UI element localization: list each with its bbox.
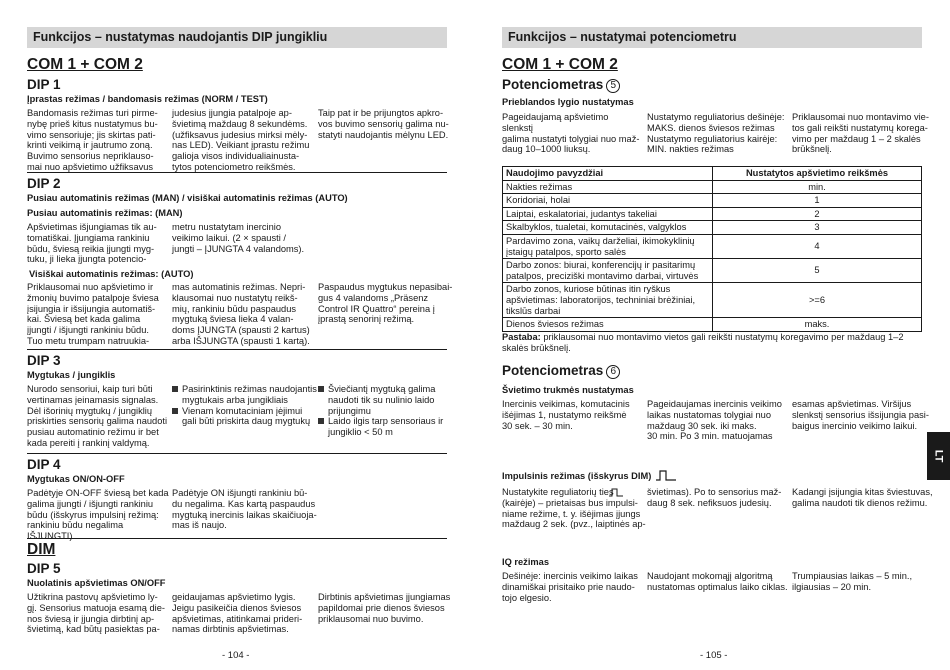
- impulse-text-col1: Nustatykite reguliatorių ties (kairėje) – prietaisas bus impulsi- niame režime, t. y. išėjimas įjungs maždaug 2 sek. (pvz., laiptinės ap-: [502, 487, 646, 530]
- language-tab: LT: [927, 432, 950, 480]
- dip5-title: DIP 5: [27, 561, 61, 576]
- right-page: [475, 0, 950, 670]
- dip2-man-heading: Pusiau automatinis režimas: (MAN): [27, 208, 183, 218]
- dim-title: DIM: [27, 541, 56, 558]
- dip1-text-col2: judesius įjungia patalpoje ap- švietimą maždaug 8 sekundėms. (užfiksavus judesius mirksi mėly- nas LED). Veikiant įprastu režimu galioja visos individualiainusta- tytos potenciometro reikšmės.: [172, 108, 310, 172]
- pot6-text-col1: Inercinis veikimas, komutacinis išėjimas 1, nustatymo reikšmė 30 sek. – 30 min.: [502, 399, 630, 431]
- iq-text-col1: Dešinėje: inercinis veikimo laikas dinamiškai prisitaiko prie naudo- tojo elgesio.: [502, 571, 638, 603]
- table-cell-value: >=6: [713, 283, 922, 318]
- divider: [27, 349, 447, 350]
- table-cell-value: maks.: [713, 318, 922, 332]
- pulse-icon: [655, 470, 677, 481]
- table-row: [503, 234, 922, 258]
- section-header: Funkcijos – nustatymai potenciometru: [502, 27, 922, 48]
- bullet-item: Pasirinktinis režimas naudojantis mygtukais arba jungikliais: [172, 384, 317, 406]
- dip4-text-col1: Padėtyje ON-OFF šviesą bet kada galima įjungti / išjungti rankiniu būdu (išskyrus impulsinį režimą: rankiniu būdu negalima IŠJUNGTI).: [27, 488, 169, 542]
- pot5-text-col2: Nustatymo reguliatorius dešinėje: MAKS. dienos šviesos režimas Nustatymo reguliatorius kairėje: MIN. nakties režimas: [647, 112, 785, 155]
- iq-text-col3: Trumpiausias laikas – 5 min., ilgiausias – 20 min.: [792, 571, 913, 592]
- circled-number-5: 5: [606, 79, 620, 93]
- pulse-icon: [609, 488, 623, 497]
- section-header: Funkcijos – nustatymas naudojantis DIP jungikliu: [27, 27, 447, 48]
- pot5-text-col3: Priklausomai nuo montavimo vie- tos gali reikšti nustatymų korega- vimo per maždaug 1 – 2 skalės brūkšnelį.: [792, 112, 929, 155]
- pot5-title: Potenciometras 5: [502, 77, 620, 93]
- dip1-title: DIP 1: [27, 77, 61, 92]
- table-cell-value: 1: [713, 194, 922, 208]
- dip3-text-col1: Nurodo sensoriui, kaip turi būti vertinamas įeinamasis signalas. Dėl išorinių mygtukų / jungiklių priskirties sensorių galima naudoti pusiau automatinio režimu ir bet kada pereiti į rankinį valdymą.: [27, 384, 168, 448]
- dip2-subtitle: Pusiau automatinis režimas (MAN) / visiškai automatinis režimas (AUTO): [27, 193, 348, 203]
- dip2-man-col2: metru nustatytam inercinio veikimo laikui. (2 × spausti / jungti – ĮJUNGTA 4 valandoms).: [172, 222, 305, 254]
- table-row: [503, 207, 922, 221]
- table-cell-usage: Skalbyklos, tualetai, komutacinės, valgyklos: [503, 221, 713, 235]
- circled-number-6: 6: [606, 365, 620, 379]
- table-cell-value: 3: [713, 221, 922, 235]
- dip5-text-col3: Dirbtinis apšvietimas įjungiamas papildomai prie dienos šviesos priklausomai nuo buvimo.: [318, 592, 451, 624]
- table-header-cell: Nustatytos apšvietimo reikšmės: [713, 167, 922, 181]
- dip4-text-col2: Padėtyje ON išjungti rankiniu bū- du negalima. Kas kartą paspaudus mygtuką inercinis laikas skaičiuoja- mas iš naujo.: [172, 488, 317, 531]
- dip4-title: DIP 4: [27, 457, 61, 472]
- divider: [27, 172, 447, 173]
- dip5-subtitle: Nuolatinis apšvietimas ON/OFF: [27, 578, 166, 588]
- table-row: [503, 194, 922, 208]
- dip2-auto-heading: Visiškai automatinis režimas: (AUTO): [29, 269, 194, 279]
- bullet-square-icon: [172, 386, 178, 392]
- bullet-item: Vienam komutaciniam įėjimui gali būti priskirta daug mygtukų: [172, 406, 317, 428]
- dip1-text-col3: Taip pat ir be prijungtos apkro- vos buvimo sensorių galima nu- statyti naudojantis mėlynu LED.: [318, 108, 449, 140]
- bullet-item: Šviečiantį mygtuką galima naudoti tik su nulinio laido prijungimu: [318, 384, 463, 416]
- table-cell-usage: Dienos šviesos režimas: [503, 318, 713, 332]
- dip2-auto-col3: Paspaudus mygtukus nepasibai- gus 4 valandoms „Präsenz Control IR Quattro“ pereina į įprastą senorinį režimą.: [318, 282, 453, 325]
- table-cell-usage: Nakties režimas: [503, 180, 713, 194]
- dip2-auto-col2: mas automatinis režimas. Nepri- klausomai nuo nustatytų reikš- mių, rankiniu būdu paspaudus mygtuką šviesa lieka 4 valan- doms ĮJUNGTA (spausti 2 kartus) arba IŠJUNGTA (spausti 1 kartą).: [172, 282, 310, 346]
- table-row: [503, 318, 922, 332]
- pot6-subtitle: Švietimo trukmės nustatymas: [502, 385, 634, 395]
- dip1-subtitle: Įprastas režimas / bandomasis režimas (NORM / TEST): [27, 94, 268, 104]
- pot6-text-col2: Pageidaujamas inercinis veikimo laikas nustatomas tolygiai nuo maždaug 30 sek. iki maks. 30 min. Po 3 min. matuojamas: [647, 399, 782, 442]
- table-cell-usage: Koridoriai, holai: [503, 194, 713, 208]
- dip2-title: DIP 2: [27, 176, 61, 191]
- com-title: COM 1 + COM 2: [502, 56, 618, 73]
- dip3-bullets-col3: [318, 384, 463, 438]
- dip5-text-col1: Užtikrina pastovų apšvietimo ly- gį. Sensorius matuoja esamą die- nos šviesą ir įjungia dirbtinį ap- švietimą, kad būtų pasiektas pa-: [27, 592, 165, 635]
- impulse-text-col2: švietimas). Po to sensorius maž- daug 8 sek. nefiksuos judesių.: [647, 487, 782, 508]
- usage-examples-table: [502, 166, 922, 332]
- table-cell-usage: Pardavimo zona, vaikų darželiai, ikimokyklinių įstaigų patalpos, sporto salės: [503, 234, 713, 258]
- table-row: [503, 259, 922, 283]
- page-number: - 105 -: [700, 650, 728, 661]
- impulse-title: Impulsinis režimas (išskyrus DIM): [502, 470, 677, 481]
- pot6-text-col3: esamas apšvietimas. Viršijus slenkstį sensorius išsijungia pasi- baigus inercinio veikimo laikui.: [792, 399, 929, 431]
- iq-text-col2: Naudojant mokomąjį algoritmą nustatomas optimalus laiko ciklas.: [647, 571, 788, 592]
- dip5-text-col2: geidaujamas apšvietimo lygis. Jeigu pasikeičia dienos šviesos apšvietimas, atitinkamai prideri- namas dirbtinis apšvietimas.: [172, 592, 303, 635]
- bullet-item: Laido ilgis tarp sensoriaus ir jungiklio < 50 m: [318, 416, 463, 438]
- table-note: Pastaba: priklausomai nuo montavimo vietos gali reikšti nustatymų koregavimo per maždaug 1–2 skalės brūkšnelį.: [502, 332, 904, 353]
- dip2-man-col1: Apšvietimas išjungiamas tik au- tomatiškai. Įjungiama rankiniu būdu, šviesą reikia įjungti myg- tuku, ji lieka įjungta potencio-: [27, 222, 157, 265]
- divider: [27, 453, 447, 454]
- table-cell-usage: Darbo zonos, kuriose būtinas itin ryškus apšvietimas: laboratorijos, techniniai brėžiniai, tikslūs darbai: [503, 283, 713, 318]
- impulse-text-col3: Kadangi įsijungia kitas šviestuvas, galima naudoti tik dienos režimu.: [792, 487, 933, 508]
- dip2-auto-col1: Priklausomai nuo apšvietimo ir žmonių buvimo patalpoje šviesa įsijungia ir išsijungia automatiš- kai. Šviesą bet kada galima įjungti / išjungti rankiniu būdu. Tuo metu trumpam natruukia-: [27, 282, 159, 346]
- dip1-text-col1: Bandomasis režimas turi pirme- nybę prieš kitus nustatymus bu- vimo sensoriuje; jis skirtas pati- krinti veikimą ir jautrumo zoną. Buvimo sensorius nepriklauso- mai nuo apšvietimo užfiksavus: [27, 108, 158, 172]
- pot6-title: Potenciometras 6: [502, 363, 620, 379]
- dip3-title: DIP 3: [27, 353, 61, 368]
- bullet-square-icon: [318, 418, 324, 424]
- bullet-square-icon: [318, 386, 324, 392]
- divider: [27, 538, 447, 539]
- table-header-cell: Naudojimo pavyzdžiai: [503, 167, 713, 181]
- table-cell-value: 4: [713, 234, 922, 258]
- dip3-bullets-col2: [172, 384, 317, 427]
- pot5-text-col1: Pageidaujamą apšvietimo slenkstį galima nustatyti tolygiai nuo maž- daug 10–1000 liuksų.: [502, 112, 640, 155]
- table-cell-usage: Darbo zonos: biurai, konferencijų ir pasitarimų patalpos, preciziški montavimo darbai, virtuvės: [503, 259, 713, 283]
- table-cell-value: 5: [713, 259, 922, 283]
- table-row: [503, 221, 922, 235]
- table-header-row: [503, 167, 922, 181]
- bullet-square-icon: [172, 408, 178, 414]
- table-cell-value: 2: [713, 207, 922, 221]
- table-row: [503, 180, 922, 194]
- page-number: - 104 -: [222, 650, 250, 661]
- iq-title: IQ režimas: [502, 557, 550, 567]
- table-cell-value: min.: [713, 180, 922, 194]
- table-row: [503, 283, 922, 318]
- table-cell-usage: Laiptai, eskalatoriai, judantys takeliai: [503, 207, 713, 221]
- dip4-subtitle: Mygtukas ON/ON-OFF: [27, 474, 125, 484]
- pot5-subtitle: Prieblandos lygio nustatymas: [502, 97, 634, 107]
- com-title: COM 1 + COM 2: [27, 56, 143, 73]
- dip3-subtitle: Mygtukas / jungiklis: [27, 370, 116, 380]
